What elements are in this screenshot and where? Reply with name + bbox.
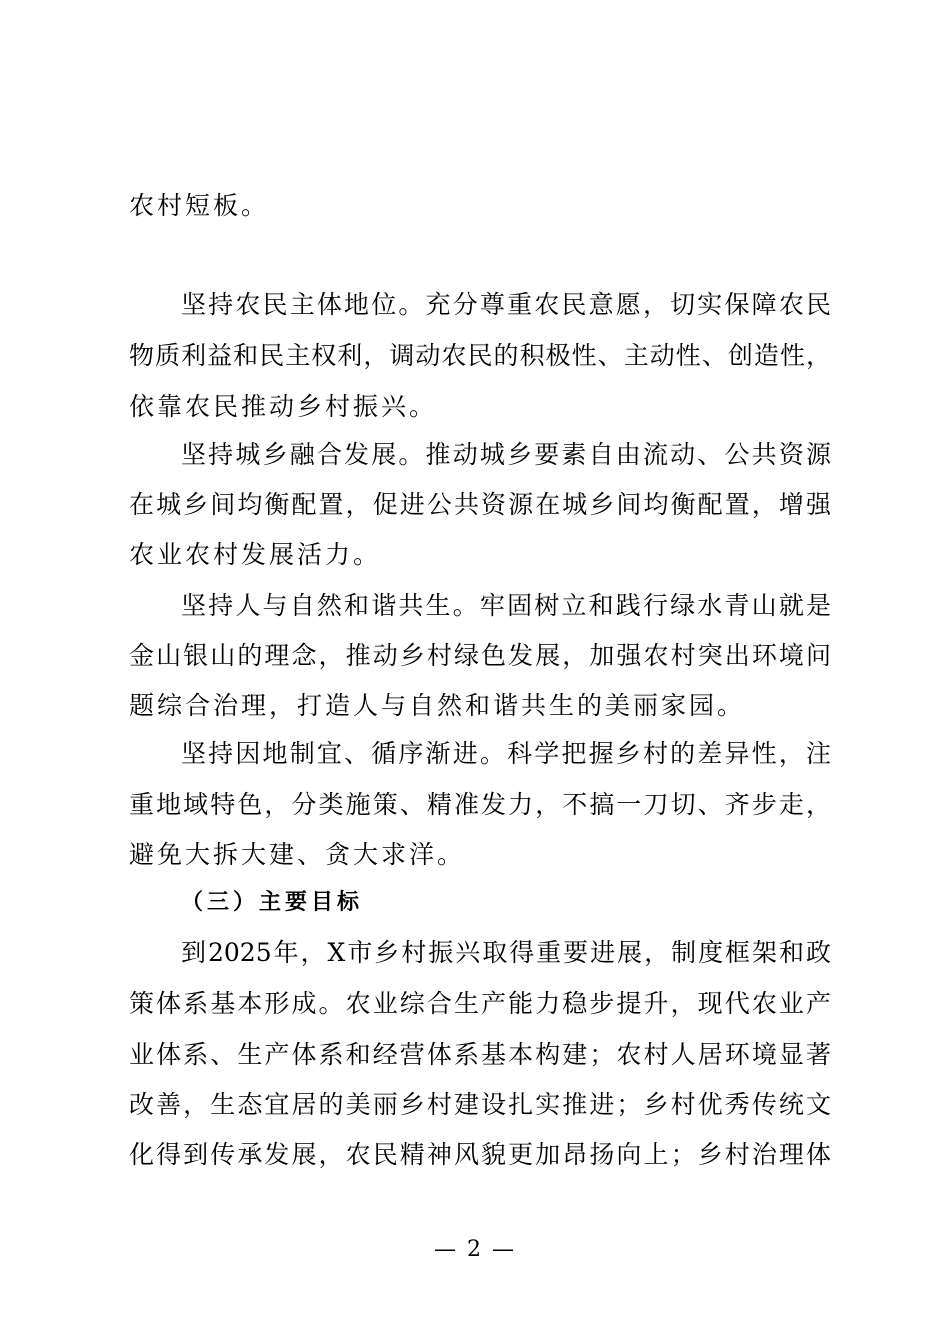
paragraph-line: 避免大拆大建、贪大求洋。	[129, 840, 466, 869]
paragraph-line: 坚持农民主体地位。充分尊重农民意愿，切实保障农民	[181, 290, 831, 319]
paragraph-line: 物质利益和民主权利，调动农民的积极性、主动性、创造性，	[129, 341, 831, 370]
paragraph-line: 农业农村发展活力。	[129, 540, 382, 569]
section-heading: （三）主要目标	[181, 889, 364, 915]
page-number: — 2 —	[434, 1237, 516, 1262]
paragraph-line: 重地域特色，分类施策、精准发力，不搞一刀切、齐步走，	[129, 790, 831, 819]
paragraph-line: 改善，生态宜居的美丽乡村建设扎实推进；乡村优秀传统文	[129, 1090, 831, 1119]
paragraph-line: 农村短板。	[129, 191, 270, 220]
paragraph-line: 业体系、生产体系和经营体系基本构建；农村人居环境显著	[129, 1040, 831, 1069]
paragraph-line: 依靠农民推动乡村振兴。	[129, 392, 438, 421]
paragraph-line: 在城乡间均衡配置，促进公共资源在城乡间均衡配置，增强	[129, 490, 831, 519]
paragraph-line: 坚持因地制宜、循序渐进。科学把握乡村的差异性，注	[181, 739, 831, 768]
paragraph-line: 到2025年，X市乡村振兴取得重要进展，制度框架和政	[181, 938, 831, 967]
paragraph-line: 金山银山的理念，推动乡村绿色发展，加强农村突出环境问	[129, 641, 831, 670]
paragraph-line: 坚持城乡融合发展。推动城乡要素自由流动、公共资源	[181, 440, 831, 469]
paragraph-line: 化得到传承发展，农民精神风貌更加昂扬向上；乡村治理体	[129, 1140, 831, 1169]
paragraph-line: 坚持人与自然和谐共生。牢固树立和践行绿水青山就是	[181, 591, 831, 620]
paragraph-line: 题综合治理，打造人与自然和谐共生的美丽家园。	[129, 691, 746, 720]
paragraph-line: 策体系基本形成。农业综合生产能力稳步提升，现代农业产	[129, 989, 831, 1018]
